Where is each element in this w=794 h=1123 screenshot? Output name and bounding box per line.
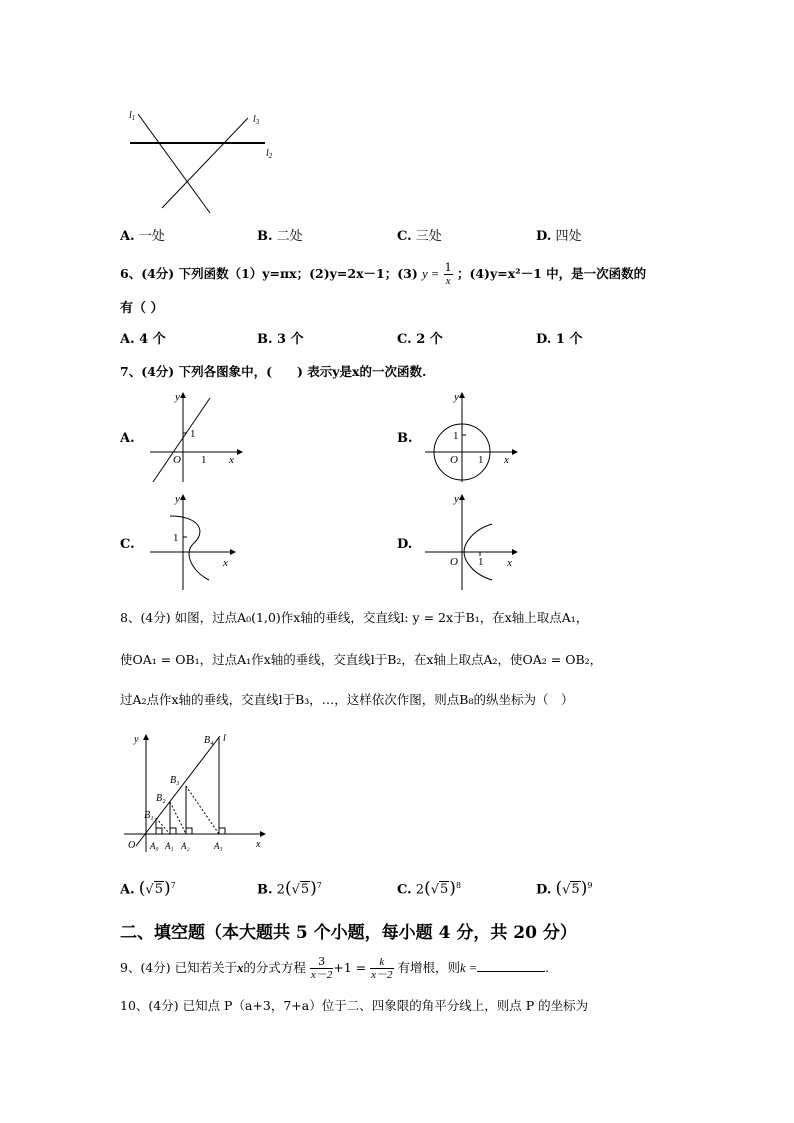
svg-text:y: y: [134, 734, 139, 745]
svg-text:O: O: [128, 840, 136, 851]
svg-text:x: x: [256, 839, 261, 850]
line-l: [136, 736, 220, 846]
q7-stem: 7、(4分) 下列各图象中，( ) 表示y是x的一次函数.: [120, 364, 427, 379]
q8-option-d[interactable]: D. $(√5)^9$: [536, 878, 593, 899]
q8-option-a[interactable]: A. $(√5)^7$: [120, 878, 176, 899]
q9-fraction-2: $\frac{k}{x-2}$: [371, 956, 393, 981]
q7-label-b[interactable]: B.: [397, 431, 413, 446]
label-l2: $l_2$: [266, 148, 273, 160]
q5-option-c[interactable]: C. 三处: [397, 229, 442, 244]
svg-text:B₃: B₃: [170, 775, 180, 786]
origin-label: O: [173, 454, 181, 466]
svg-text:A₁: A₁: [165, 841, 174, 851]
q6-option-b[interactable]: B. 3 个: [257, 332, 304, 347]
q8-stem-line3: 过A₂点作x轴的垂线，交直线l于B₃，…，这样依次作图，则点B₈的纵坐标为（ ）: [120, 692, 574, 707]
lines-figure: [120, 100, 290, 220]
q5-option-d[interactable]: D. 四处: [536, 229, 582, 244]
q7-label-c[interactable]: C.: [120, 537, 135, 552]
q8-option-b[interactable]: B. $2(√5)^7$: [257, 878, 322, 899]
q6-stem-line2: 有（ ）: [120, 301, 164, 316]
tick-y-1: 1: [190, 428, 196, 440]
q7-graph-a[interactable]: [145, 390, 245, 485]
q7-graph-d[interactable]: [420, 492, 520, 592]
svg-text:O: O: [450, 556, 458, 568]
section-2-title: 二、填空题（本大题共 5 个小题，每小题 4 分，共 20 分）: [120, 923, 577, 943]
q5-option-a[interactable]: A. 一处: [120, 229, 165, 244]
axis-label-y: y: [175, 391, 180, 403]
svg-text:l: l: [223, 733, 226, 744]
svg-text:x: x: [504, 454, 509, 466]
q6-option-a[interactable]: A. 4 个: [120, 332, 166, 347]
svg-text:A₂: A₂: [181, 841, 190, 851]
q9-stem: 9、(4分) 已知若关于x的分式方程 $\frac{3}{x-2}$ +1 = $\frac{k}{x-2}$ 有增根，则k = .: [120, 955, 550, 981]
svg-text:B₂: B₂: [156, 793, 166, 804]
svg-text:y: y: [454, 493, 459, 505]
svg-text:A₀: A₀: [150, 841, 159, 851]
svg-text:A₃: A₃: [214, 841, 223, 851]
q9-answer-blank[interactable]: [477, 959, 545, 972]
label-l1: $l_1$: [129, 110, 136, 122]
q7-graph-b[interactable]: [420, 390, 520, 485]
q10-stem: 10、(4分) 已知点 P（a+3，7+a）位于二、四象限的角平分线上，则点 P 的坐标为: [120, 998, 589, 1013]
q5-option-b[interactable]: B. 二处: [257, 229, 303, 244]
q8-option-c[interactable]: C. $2(√5)^8$: [397, 878, 462, 899]
svg-text:1: 1: [478, 454, 484, 466]
line-l3: [162, 118, 248, 208]
svg-text:1: 1: [173, 532, 179, 544]
q6-option-c[interactable]: C. 2 个: [397, 332, 443, 347]
svg-text:B₁: B₁: [144, 810, 154, 821]
axis-label-x: x: [229, 454, 234, 466]
q7-label-a[interactable]: A.: [120, 431, 135, 446]
svg-text:y: y: [454, 391, 459, 403]
q7-label-d[interactable]: D.: [397, 537, 413, 552]
svg-text:y: y: [175, 493, 180, 505]
svg-text:1: 1: [453, 430, 459, 442]
svg-text:x: x: [223, 557, 228, 569]
q8-stem-line2: 使OA₁ = OB₁，过点A₁作x轴的垂线，交直线l于B₂，在x轴上取点A₂，使OA₂ = OB₂，: [120, 652, 603, 667]
q6-option-d[interactable]: D. 1 个: [536, 332, 583, 347]
q9-fraction-1: $\frac{3}{x-2}$: [310, 955, 333, 981]
q8-stem-line1: 8、(4分) 如图，过点A₀(1,0)作x轴的垂线，交直线l: y = 2x于B₁，在x轴上取点A₁，: [120, 610, 589, 625]
svg-text:1: 1: [478, 556, 484, 568]
svg-text:B₄: B₄: [204, 735, 214, 746]
svg-text:x: x: [507, 557, 512, 569]
q8-figure: [120, 728, 270, 854]
label-l3: $l_3$: [253, 114, 260, 126]
q6-fraction: $\frac{1}{x}$: [444, 261, 452, 287]
line-l1: [138, 114, 210, 213]
svg-text:O: O: [450, 454, 458, 466]
tick-x-1: 1: [201, 454, 207, 466]
q7-graph-c[interactable]: [145, 492, 245, 592]
q6-stem: 6、(4分) 下列函数（1）y=πx；(2)y=2x－1；(3) y = $\frac{1}{x}$ ；(4)y=x²－1 中，是一次函数的: [120, 261, 647, 287]
